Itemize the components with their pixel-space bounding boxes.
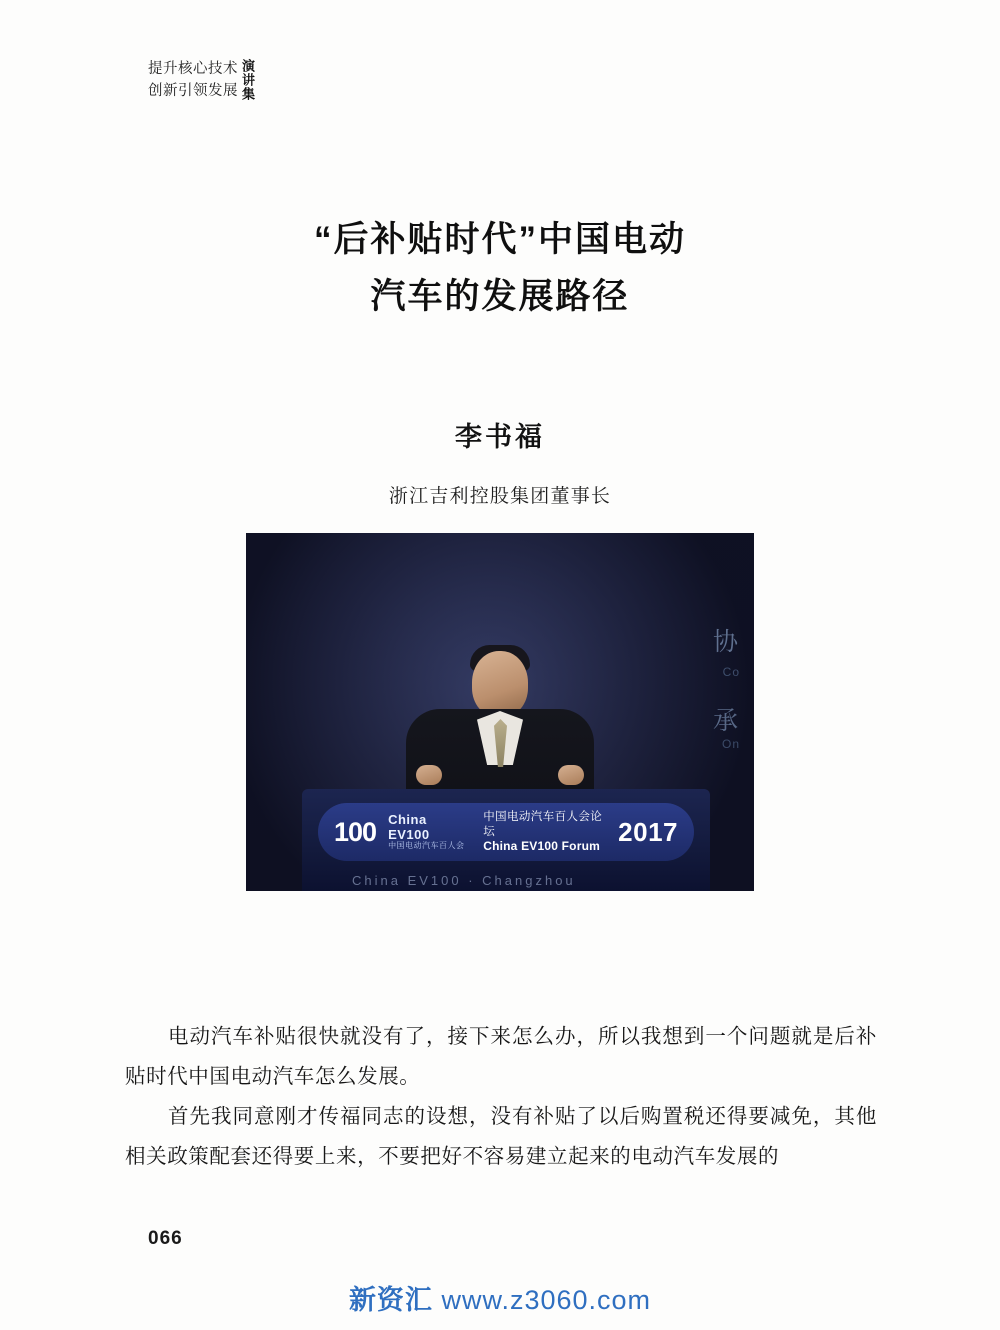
running-head-lines [148,58,238,103]
backdrop-text-en1: Co [722,665,740,679]
forum-title-cn: 中国电动汽车百人会论坛 [483,811,603,838]
running-head [148,58,254,103]
ev100-logo-name: China EV100 [388,812,430,842]
backdrop-text-cn2: 承 [712,707,740,735]
running-head-line2: 创新引领发展 [148,83,238,100]
watermark [0,1278,1000,1317]
forum-year: 2017 [618,816,678,847]
ev100-logo-text [388,813,467,850]
speaker-head [472,651,528,717]
backdrop-text-en2: On [721,737,740,751]
podium-footer-text: China EV100 · Changzhou [352,873,576,888]
ev100-logo-icon: 100 [334,816,377,847]
page-title-line1: “后补贴时代”中国电动 [313,220,686,259]
page-title [0,212,1000,325]
watermark-brand: 新资汇 [348,1285,433,1315]
body-paragraph-2: 首先我同意刚才传福同志的设想，没有补贴了以后购置税还得要减免，其他相关政策配套还得要上来，不要把好不容易建立起来的电动汽车发展的 [125,1105,877,1168]
page-number: 066 [148,1228,183,1249]
backdrop-text-cn1: 协 [712,628,740,656]
speaker-right-hand [558,765,584,785]
forum-title-en: China EV100 Forum [483,838,600,853]
body-paragraph-1: 电动汽车补贴很快就没有了，接下来怎么办，所以我想到一个问题就是后补贴时代中国电动汽车怎么发展。 [125,1026,877,1088]
forum-title-block [483,810,606,854]
author-name: 李书福 [455,422,545,452]
page-title-line2: 汽车的发展路径 [370,276,630,316]
speaker-left-hand [416,765,442,785]
author-affiliation: 浙江吉利控股集团董事长 [388,486,612,507]
running-head-vertical-label: 演讲集 [240,59,255,101]
podium [302,789,710,891]
article-body [125,1018,877,1178]
watermark-url: www.z3060.com [441,1285,652,1315]
speaker-photo [246,533,754,891]
ev100-logo-subtitle: 中国电动汽车百人会 [388,840,465,850]
running-head-line1: 提升核心技术 [148,61,238,77]
podium-banner [318,803,694,861]
